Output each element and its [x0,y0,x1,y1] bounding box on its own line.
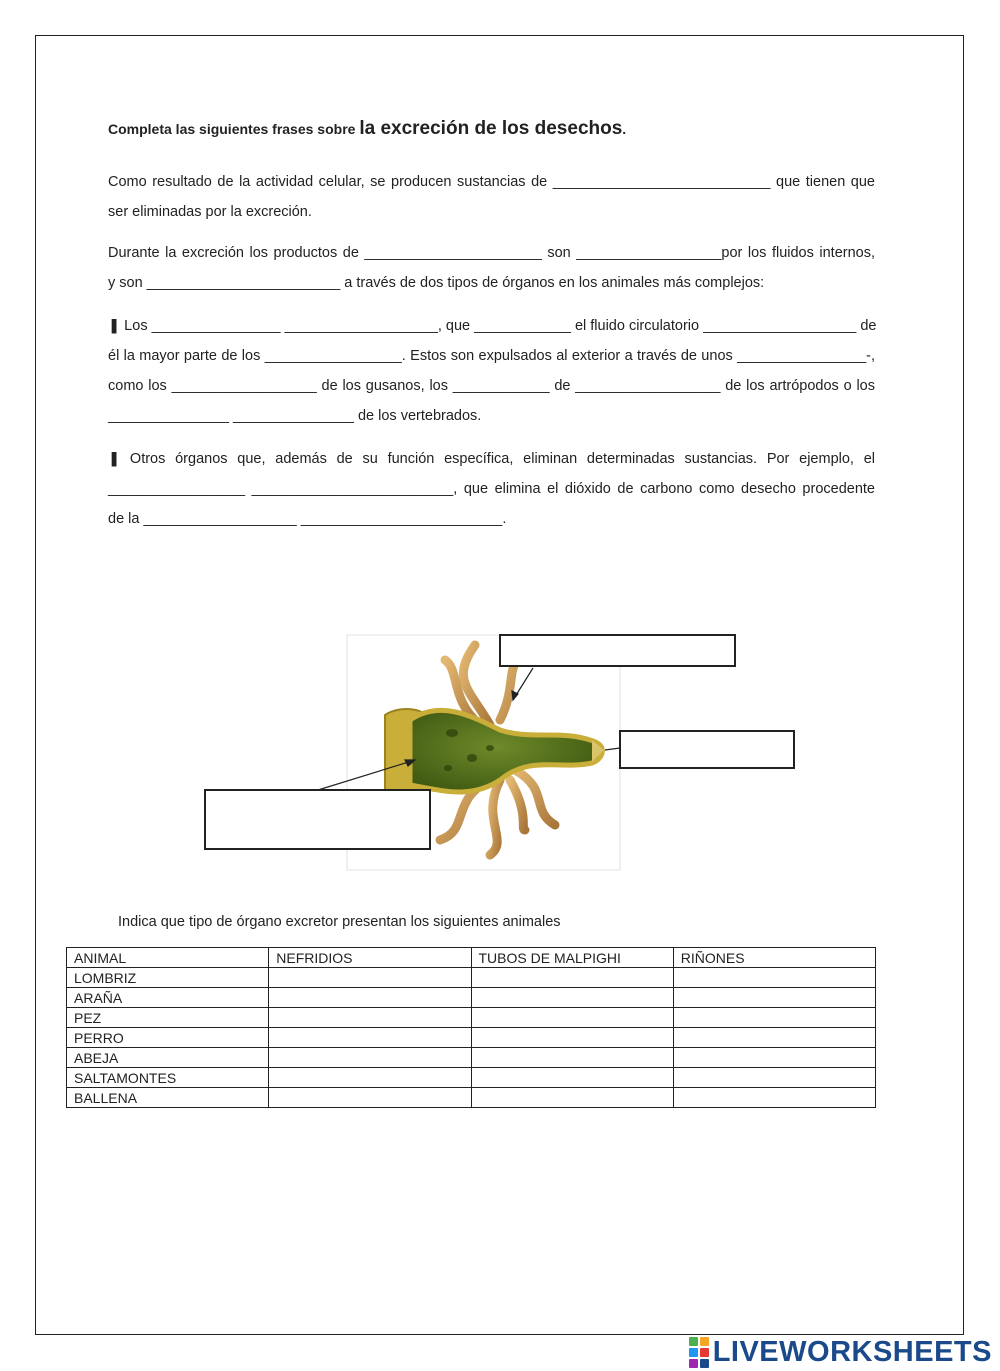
paragraph-line: ser eliminadas por la excreción. [108,204,312,220]
paragraph-4 [108,444,875,534]
answer-cell[interactable] [269,1088,471,1108]
column-header-malpighi: TUBOS DE MALPIGHI [471,948,673,968]
paragraph-line: _______________ _______________ de los vertebrados. [108,408,482,424]
paragraph-line: Durante la excreción los productos de ______________________ son __________________por los fluidos internos, [108,245,875,261]
table-row [67,1048,876,1068]
table-row [67,1008,876,1028]
answer-cell[interactable] [269,988,471,1008]
answer-cell[interactable] [673,988,875,1008]
paragraph-line: de la ___________________ _________________________. [108,511,507,527]
paragraph-2 [108,238,875,298]
table-row [67,988,876,1008]
answer-cell[interactable] [269,1068,471,1088]
answer-cell[interactable] [673,1048,875,1068]
answer-cell[interactable] [673,1088,875,1108]
brand-name: LIVEWORKSHEETS [712,1335,992,1368]
worksheet-title [108,118,626,140]
bullet-icon: ❚ [108,451,121,467]
answer-cell[interactable] [471,1048,673,1068]
answer-cell[interactable] [269,1048,471,1068]
answer-cell[interactable] [471,968,673,988]
paragraph-line [108,311,875,341]
answer-cell[interactable] [673,1068,875,1088]
paragraph-line: él la mayor parte de los _________________. Estos son expulsados al exterior a través de unos ________________-, [108,348,875,364]
bullet-icon: ❚ [108,318,121,334]
paragraph-line: y son ________________________ a través de dos tipos de órganos en los animales más complejos: [108,275,765,291]
label-box-mouth[interactable] [619,730,795,769]
column-header-rinones: RIÑONES [673,948,875,968]
paragraph-line-text: Los ________________ ___________________, que ____________ el fluido circulatorio ___________________ de [120,318,877,334]
label-box-tentacle[interactable] [499,634,736,667]
animal-name: SALTAMONTES [67,1068,269,1088]
title-topic: la excreción de los desechos [359,118,623,139]
answer-cell[interactable] [673,1008,875,1028]
column-header-animal: ANIMAL [67,948,269,968]
title-suffix: . [622,121,627,137]
animal-name: PEZ [67,1008,269,1028]
paragraph-line: como los __________________ de los gusanos, los ____________ de __________________ de los artrópodos o los [108,378,875,394]
answer-cell[interactable] [471,1088,673,1108]
animal-name: BALLENA [67,1088,269,1108]
paragraph-line: _________________ _________________________, que elimina el dióxido de carbono como desecho procedente [108,481,875,497]
answer-cell[interactable] [269,968,471,988]
answer-cell[interactable] [471,1028,673,1048]
excretory-organ-table [66,947,876,1108]
answer-cell[interactable] [673,1028,875,1048]
table-row [67,1088,876,1108]
answer-cell[interactable] [471,1068,673,1088]
paragraph-line: Como resultado de la actividad celular, se producen sustancias de ___________________________ que tienen que [108,174,875,190]
hydra-diagram [200,630,800,875]
animal-name: ABEJA [67,1048,269,1068]
paragraph-line [108,444,875,474]
title-prefix: Completa las siguientes frases sobre [108,121,360,137]
answer-cell[interactable] [471,1008,673,1028]
answer-cell[interactable] [673,968,875,988]
answer-cell[interactable] [269,1028,471,1048]
liveworksheets-logo-icon [689,1337,709,1368]
table-row [67,968,876,988]
column-header-nefridios: NEFRIDIOS [269,948,471,968]
table-row [67,1068,876,1088]
liveworksheets-brand[interactable] [689,1335,992,1369]
animal-name: ARAÑA [67,988,269,1008]
animal-name: PERRO [67,1028,269,1048]
table-prompt: Indica que tipo de órgano excretor presentan los siguientes animales [118,914,561,930]
paragraph-3 [108,311,875,431]
table-header-row [67,948,876,968]
answer-cell[interactable] [471,988,673,1008]
paragraph-1 [108,167,875,227]
answer-cell[interactable] [269,1008,471,1028]
label-box-body[interactable] [204,789,431,850]
paragraph-line-text: Otros órganos que, además de su función específica, eliminan determinadas sustancias. Por ejemplo, el [120,451,875,467]
animal-name: LOMBRIZ [67,968,269,988]
table-row [67,1028,876,1048]
